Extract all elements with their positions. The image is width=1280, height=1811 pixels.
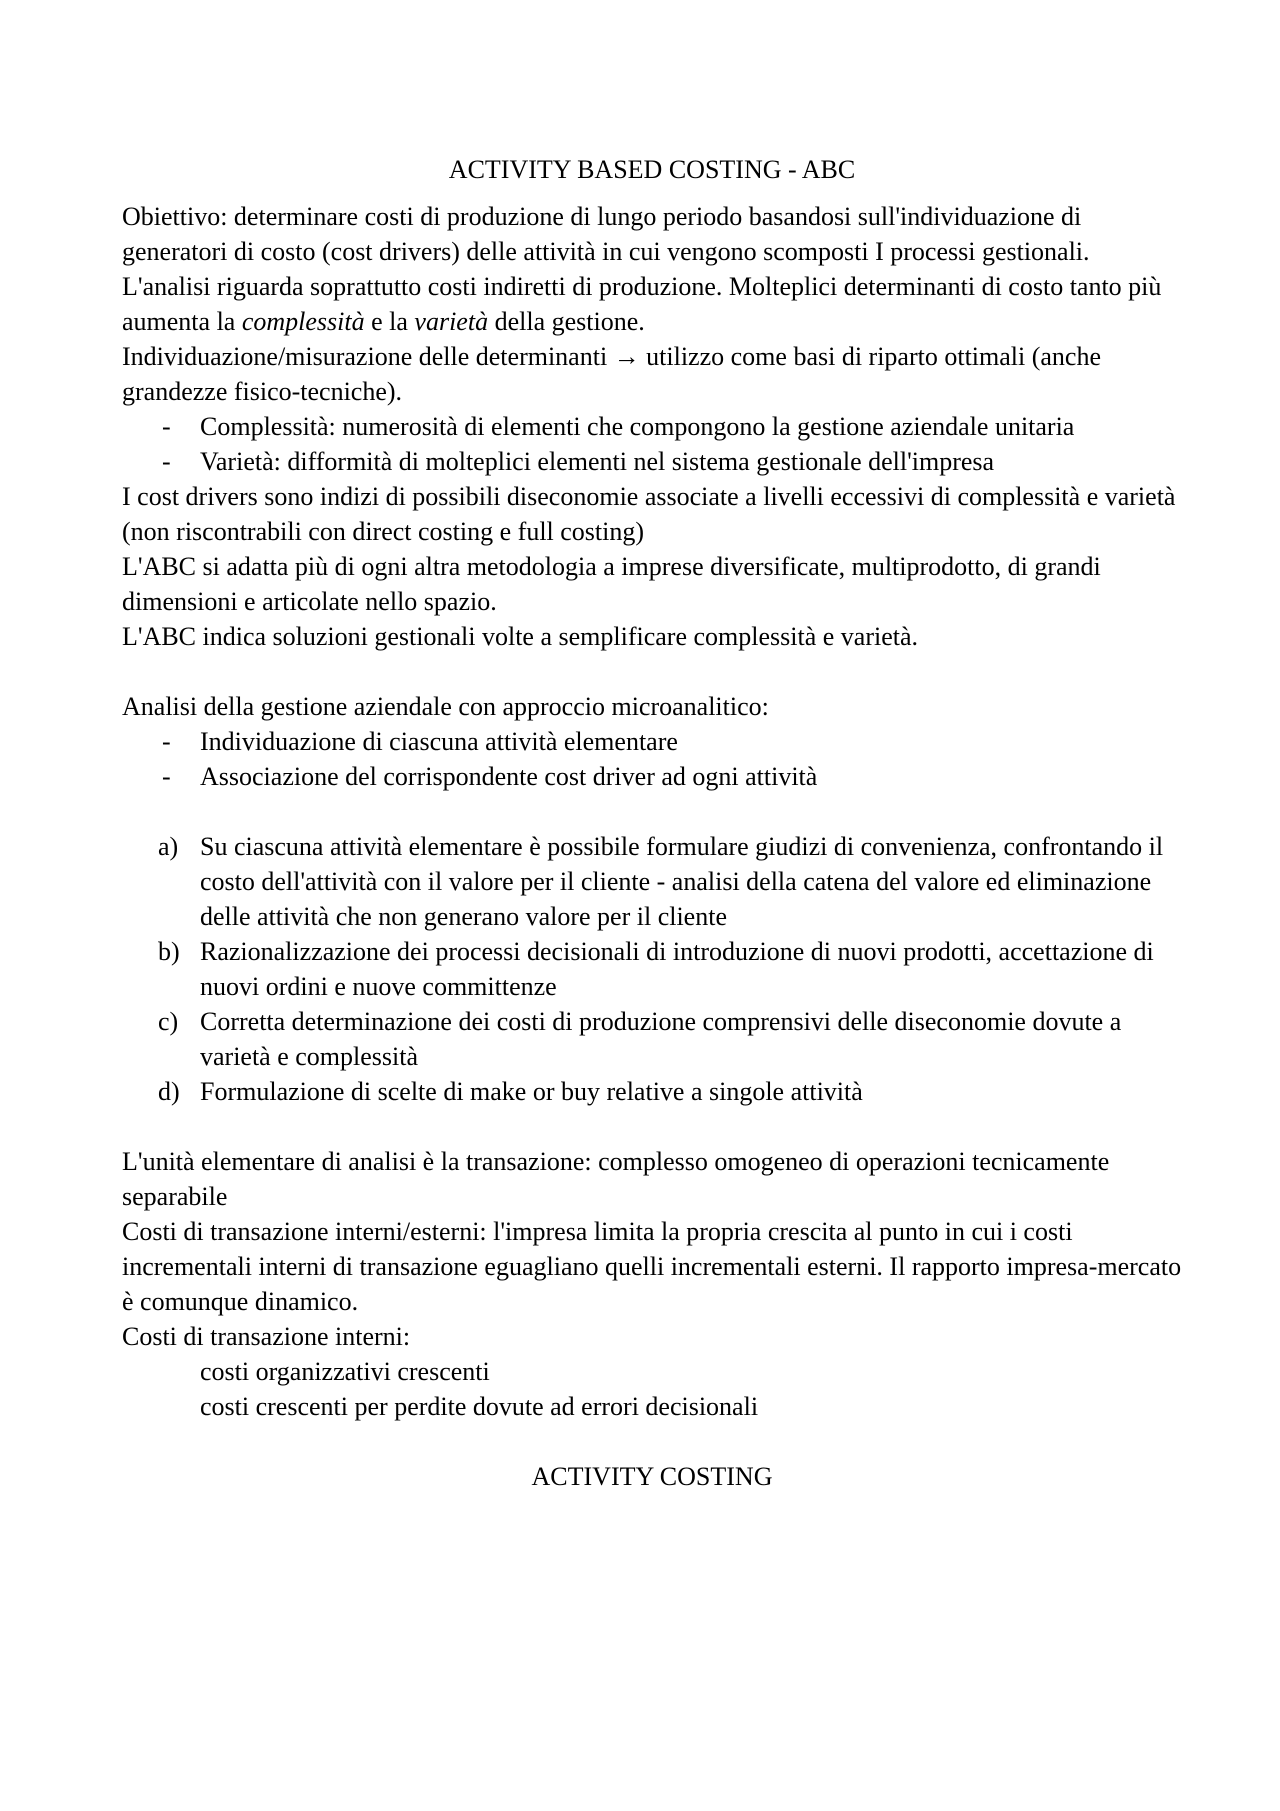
dash-marker: - (162, 727, 171, 756)
dash-list-analysis (122, 724, 1182, 794)
list-item: a) Su ciascuna attività elementare è possibile formulare giudizi di convenienza, confrontando il costo dell'attività con il valore per il cliente - analisi della catena del valore ed eliminazione delle attività che non generano valore per il cliente (122, 829, 1182, 934)
list-marker: b) (158, 937, 180, 966)
paragraph-indirect-costs: L'analisi riguarda soprattutto costi indiretti di produzione. Molteplici determinanti di costo tanto più aumenta la complessità e la varietà della gestione. (122, 272, 1162, 336)
paragraph-transaction-unit: L'unità elementare di analisi è la transazione: complesso omogeneo di operazioni tecnicamente separabile (122, 1147, 1110, 1211)
document-body (122, 152, 1182, 1494)
list-item: d) Formulazione di scelte di make or buy relative a singole attività (122, 1074, 1182, 1109)
list-marker: c) (158, 1007, 179, 1036)
spacer (122, 1424, 1182, 1459)
dash-marker: - (162, 412, 171, 441)
spacer (122, 1109, 1182, 1144)
dash-marker: - (162, 447, 171, 476)
dash-list-complexity-variety (122, 409, 1182, 479)
list-item: - Complessità: numerosità di elementi che compongono la gestione aziendale unitaria (122, 409, 1182, 444)
dash-marker: - (162, 762, 171, 791)
alpha-list (122, 829, 1182, 1109)
paragraph-transaction-costs: Costi di transazione interni/esterni: l'impresa limita la propria crescita al punto in cui i costi incrementali interni di transazione eguagliano quelli incrementali esterni. Il rapporto impresa-mercato è comunque dinamico. (122, 1217, 1182, 1316)
list-marker: a) (158, 832, 179, 861)
paragraph-abc-fit: L'ABC si adatta più di ogni altra metodologia a imprese diversificate, multiprodotto, di grandi dimensioni e articolate nello spazio. (122, 552, 1101, 616)
paragraph-internal-costs: Costi di transazione interni: (122, 1322, 411, 1351)
indented-line: costi crescenti per perdite dovute ad errori decisionali (200, 1392, 759, 1421)
indented-line: costi organizzativi crescenti (200, 1357, 490, 1386)
paragraph-objective: Obiettivo: determinare costi di produzione di lungo periodo basandosi sull'individuazione di generatori di costo (cost drivers) delle attività in cui vengono scomposti I processi gestionali. (122, 202, 1090, 266)
paragraph-abc-solutions: L'ABC indica soluzioni gestionali volte a semplificare complessità e varietà. (122, 622, 919, 651)
list-item: b) Razionalizzazione dei processi decisionali di introduzione di nuovi prodotti, accettazione di nuovi ordini e nuove committenze (122, 934, 1182, 1004)
spacer (122, 654, 1182, 689)
list-item: - Associazione del corrispondente cost driver ad ogni attività (122, 759, 1182, 794)
page-title: ACTIVITY BASED COSTING - ABC (448, 155, 856, 184)
spacer (122, 794, 1182, 829)
list-item: - Individuazione di ciascuna attività elementare (122, 724, 1182, 759)
section-title: ACTIVITY COSTING (531, 1462, 773, 1491)
list-marker: d) (158, 1077, 180, 1106)
paragraph-determinants: Individuazione/misurazione delle determinanti → utilizzo come basi di riparto ottimali (anche grandezze fisico-tecniche). (122, 342, 1102, 406)
list-item: c) Corretta determinazione dei costi di produzione comprensivi delle diseconomie dovute a varietà e complessità (122, 1004, 1182, 1074)
paragraph-cost-drivers: I cost drivers sono indizi di possibili diseconomie associate a livelli eccessivi di complessità e varietà (non riscontrabili con direct costing e full costing) (122, 482, 1176, 546)
paragraph-analysis-intro: Analisi della gestione aziendale con approccio microanalitico: (122, 692, 769, 721)
list-item: - Varietà: difformità di molteplici elementi nel sistema gestionale dell'impresa (122, 444, 1182, 479)
